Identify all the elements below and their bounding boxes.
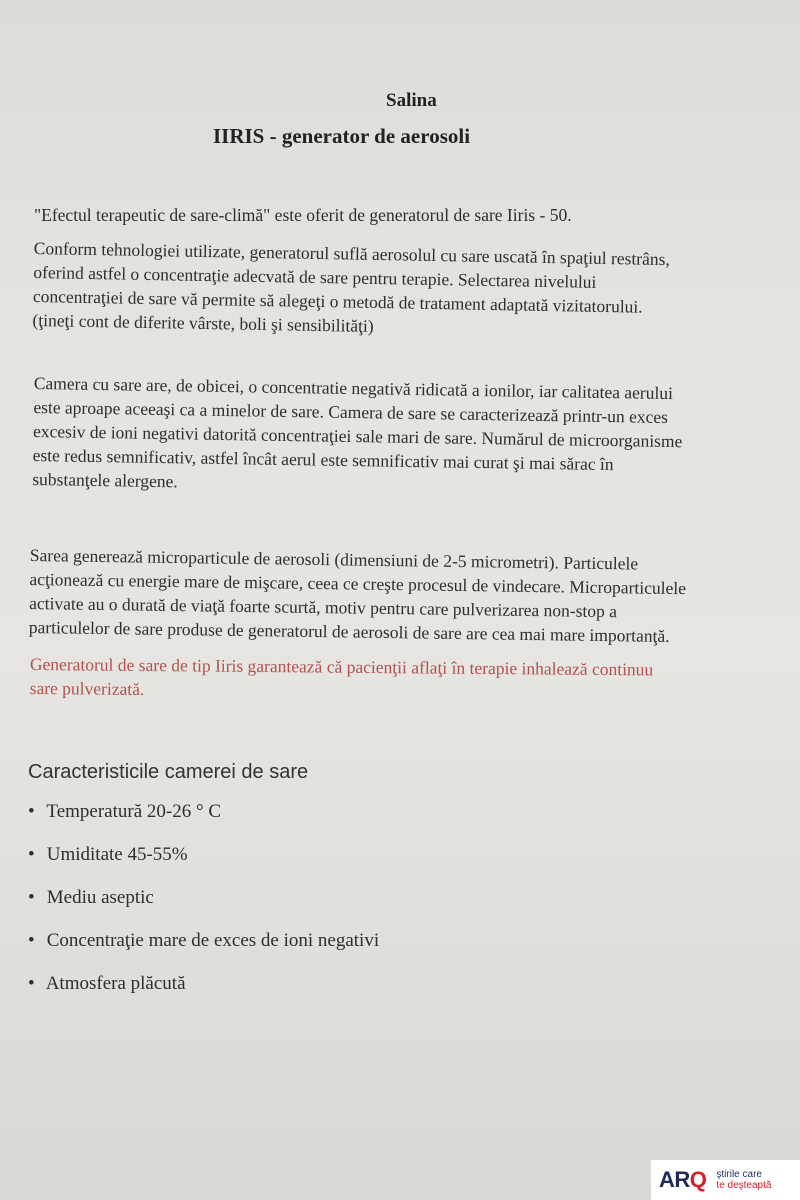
paragraph-line: concentraţiei de sare vă permite să alegeţi o metodă de tratament adaptată vizitatorului.: [32, 285, 643, 317]
paragraph-line: (ţineţi cont de diferite vârste, boli şi sensibilităţi): [32, 309, 374, 336]
paragraph-line: Sarea generează microparticule de aerosoli (dimensiuni de 2-5 micrometri). Particulele: [29, 544, 639, 574]
paragraph-guarantee: [30, 652, 654, 705]
tagline-line: te deşteaptă: [716, 1180, 772, 1191]
watermark-logo: [651, 1160, 800, 1200]
paragraph-line: activate au o durată de viaţă foarte scurtă, motiv pentru care pulverizarea non-stop a: [29, 592, 618, 622]
list-item: [28, 926, 379, 969]
bullet-icon: •: [28, 930, 35, 951]
feature-text: Umiditate 45-55%: [46, 844, 188, 865]
paragraph-line: este aproape aceeaşi ca a minelor de sare. Camera de sare se caracterizează printr-un exces: [33, 396, 669, 427]
tagline-line: ştirile care: [716, 1169, 762, 1180]
paragraph-line: oferind astfel o concentraţie adecvată de sare pentru terapie. Selectarea nivelului: [33, 261, 597, 292]
bullet-icon: •: [28, 973, 35, 994]
document-title: Salina: [386, 90, 437, 111]
paragraph-line: particulelor de sare produse de generatorul de aerosoli de sare are cea mai mare importanţă.: [28, 616, 670, 646]
paragraph-salt-room: [32, 371, 683, 501]
bullet-icon: •: [28, 844, 35, 865]
paragraph-line: sare pulverizată.: [29, 677, 145, 699]
brand-tagline: [716, 1169, 771, 1191]
paragraph-line: excesiv de ioni negativi datorită concentraţiei sale mari de sare. Numărul de microorganisme: [32, 420, 683, 452]
brand-q: Q: [689, 1167, 707, 1192]
list-item: [28, 797, 379, 840]
paragraph-technology: [32, 236, 670, 343]
feature-text: Concentraţie mare de exces de ioni negativi: [46, 930, 380, 951]
features-list: [28, 797, 379, 1012]
paragraph-line: Conform tehnologiei utilizate, generatorul suflă aerosolul cu sare uscată în spaţiul restrâns,: [33, 237, 670, 270]
paragraph-line: substanţele alergene.: [32, 468, 178, 492]
document-subtitle: IIRIS - generator de aerosoli: [213, 124, 471, 148]
brand-name: AR: [659, 1167, 690, 1192]
list-item: [28, 883, 379, 926]
list-item: [28, 969, 379, 1012]
feature-text: Temperatură 20-26 ° C: [46, 801, 221, 822]
paragraph-microparticles: [29, 543, 687, 648]
paragraph-intro: [34, 203, 572, 227]
paragraph-line: acţionează cu energie mare de mişcare, ceea ce creşte procesul de vindecare. Microparticulele: [29, 568, 687, 599]
paragraph-line: este redus semnificativ, astfel încât aerul este semnificativ mai curat şi mai sărac în: [32, 444, 614, 475]
paragraph-line: Camera cu sare are, de obicei, o concentratie negativă ridicată a ionilor, iar calitatea aerului: [33, 372, 674, 404]
feature-text: Atmosfera plăcută: [45, 973, 186, 994]
paragraph-line: Generatorul de sare de tip Iiris garantează că pacienţii aflaţi în terapie inhalează continuu: [29, 653, 654, 680]
bullet-icon: •: [28, 801, 35, 822]
brand-logo-text: [659, 1167, 706, 1193]
bullet-icon: •: [28, 887, 35, 908]
features-heading: Caracteristicile camerei de sare: [28, 761, 309, 783]
paragraph-line: "Efectul terapeutic de sare-climă" este oferit de generatorul de sare Iiris - 50.: [34, 205, 572, 225]
feature-text: Mediu aseptic: [46, 887, 154, 908]
list-item: [28, 840, 379, 883]
